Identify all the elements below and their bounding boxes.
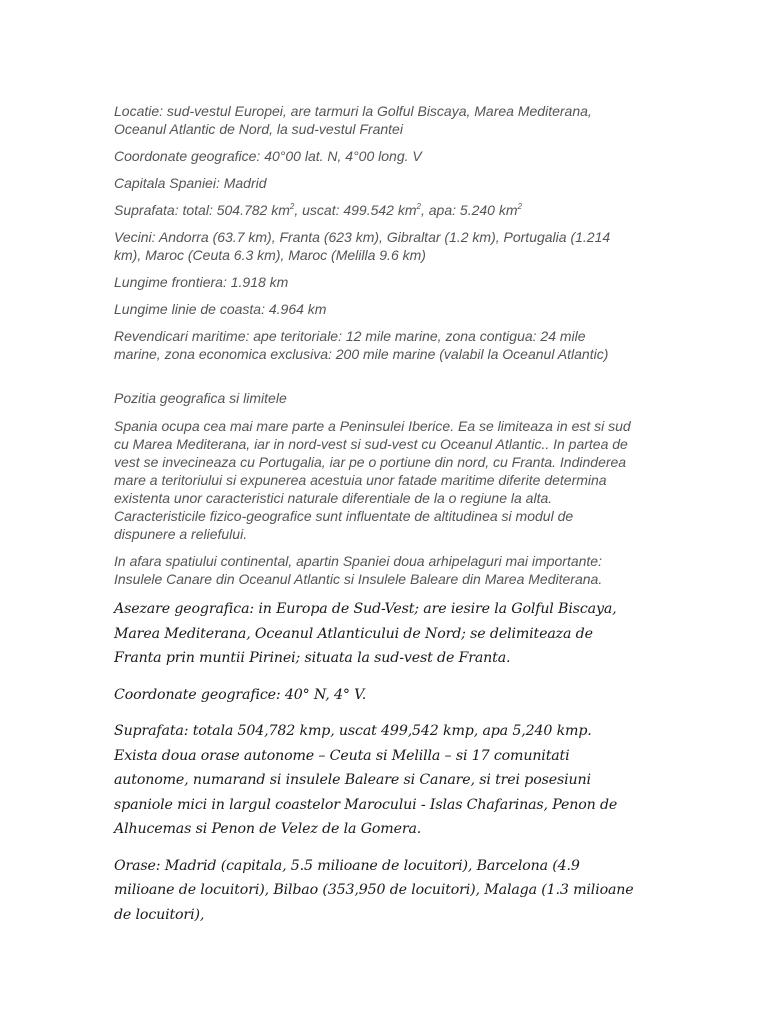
location-text: Locatie: sud-vestul Europei, are tarmuri la Golful Biscaya, Marea Mediterana, Oceanul Atlantic de Nord, la sud-vestul Frantei — [114, 103, 592, 137]
border-length-text: Lungime frontiera: 1.918 km — [114, 274, 289, 290]
area-exponent: 2 — [517, 202, 522, 211]
geographic-setting-text: Asezare geografica: in Europa de Sud-Vest; are iesire la Golful Biscaya, Marea Mediterana, Oceanul Atlanticului de Nord; se delimiteaza de Franta prin muntii Pirinei; situata la sud-vest de Franta. — [114, 601, 617, 666]
cities-text: Orase: Madrid (capitala, 5.5 milioane de locuitori), Barcelona (4.9 milioane de locuitori), Bilbao (353,950 de locuitori), Malaga (1.3 milioane de locuitori), — [114, 857, 634, 923]
archipelagos-paragraph: In afara spatiului continental, apartin Spaniei doua arhipelaguri mai importante: Insulele Canare din Oceanul Atlantic si Insulele Baleare din Marea Mediterana. — [114, 553, 603, 587]
area-exponent: 2 — [416, 202, 421, 211]
capital-text: Capitala Spaniei: Madrid — [114, 175, 267, 191]
section-heading: Pozitia geografica si limitele — [114, 390, 287, 406]
area-land: , uscat: 499.542 km — [294, 202, 417, 218]
area-water: , apa: 5.240 km — [420, 202, 518, 218]
facts-section — [114, 102, 634, 588]
coordinates-summary-text: Coordonate geografice: 40° N, 4° V. — [114, 686, 367, 703]
autonomous-cities-text: Exista doua orase autonome – Ceuta si Melilla – si 17 comunitati autonome, numarand si insulele Baleare si Canare, si trei posesiuni spaniole mici in largul coastelor Marocului - Islas Chafarinas, Penon de Alhucemas si Penon de Velez de la Gomera. — [114, 747, 618, 837]
coastline-length-text: Lungime linie de coasta: 4.964 km — [114, 301, 327, 317]
coordinates-text: Coordonate geografice: 40°00 lat. N, 4°00 long. V — [114, 148, 422, 164]
area-text — [114, 201, 634, 219]
area-exponent: 2 — [289, 202, 295, 211]
area-summary-text: Suprafata: totala 504,782 kmp, uscat 499,542 kmp, apa 5,240 kmp. — [114, 723, 592, 739]
neighbors-text: Vecini: Andorra (63.7 km), Franta (623 km), Gibraltar (1.2 km), Portugalia (1.214 km), Maroc (Ceuta 6.3 km), Maroc (Melilla 9.6 km) — [114, 229, 611, 263]
maritime-claims-text: Revendicari maritime: ape teritoriale: 12 mile marine, zona contigua: 24 mile marine, zona economica exclusiva: 200 mile marine (valabil la Oceanul Atlantic) — [114, 328, 609, 362]
position-paragraph: Spania ocupa cea mai mare parte a Peninsulei Iberice. Ea se limiteaza in est si sud cu Marea Mediterana, iar in nord-vest si sud-vest cu Oceanul Atlantic.. In partea de vest se invecineaza cu Portugalia, iar pe o portiune din nord, cu Franta. Indinderea mare a teritoriului si expunerea acestuia unor fatade maritime diferite determina existenta unor caracteristici naturale diferentiale de la o regiune la alta. Caracteristicile fizico-geografice sunt influentate de altitudinea si modul de dispunere a reliefului. — [114, 418, 631, 542]
summary-section — [114, 597, 644, 927]
area-total: Suprafata: total: 504.782 km — [114, 202, 290, 218]
